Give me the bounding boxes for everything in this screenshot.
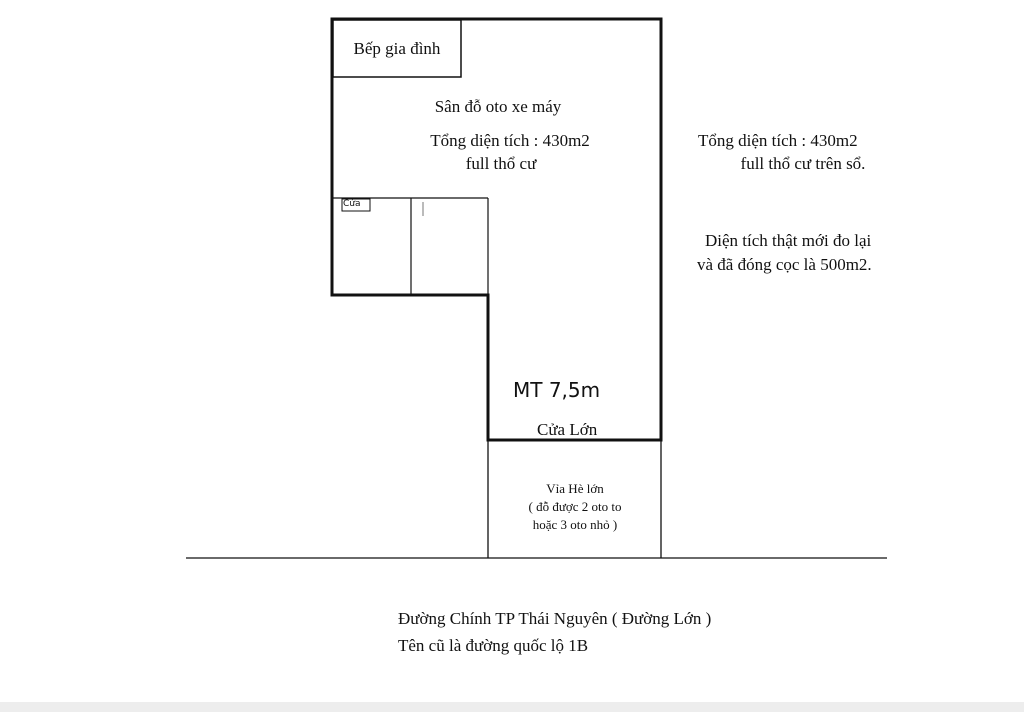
land-type-inside-label: full thổ cư <box>465 154 537 173</box>
total-area-inside-label: Tổng diện tích : 430m2 <box>430 131 590 150</box>
sidewalk-line-3: hoặc 3 oto nhỏ ) <box>532 517 618 532</box>
parking-label: Sân đỗ oto xe máy <box>434 97 562 116</box>
road-name-label: Đường Chính TP Thái Nguyên ( Đường Lớn ) <box>398 609 712 628</box>
frontage-label: MT 7,5m <box>513 378 601 402</box>
total-area-note: Tổng diện tích : 430m2 <box>698 131 858 150</box>
bottom-bar <box>0 702 1024 712</box>
land-type-note: full thổ cư trên sổ. <box>740 154 866 173</box>
real-area-note-line-2: và đã đóng cọc là 500m2. <box>697 255 872 274</box>
kitchen-label: Bếp gia đình <box>353 39 441 58</box>
main-door-label: Cửa Lớn <box>537 420 598 439</box>
small-door-label: Cửa <box>343 199 361 209</box>
real-area-note-line-1: Diện tích thật mới đo lại <box>705 231 872 250</box>
sidewalk-line-2: ( đỗ được 2 oto to <box>528 499 622 514</box>
lot-outline <box>332 19 661 440</box>
road-old-name-label: Tên cũ là đường quốc lộ 1B <box>398 636 589 655</box>
sidewalk-line-1: Vỉa Hè lớn <box>546 481 604 496</box>
sidewalk-label <box>488 480 662 534</box>
